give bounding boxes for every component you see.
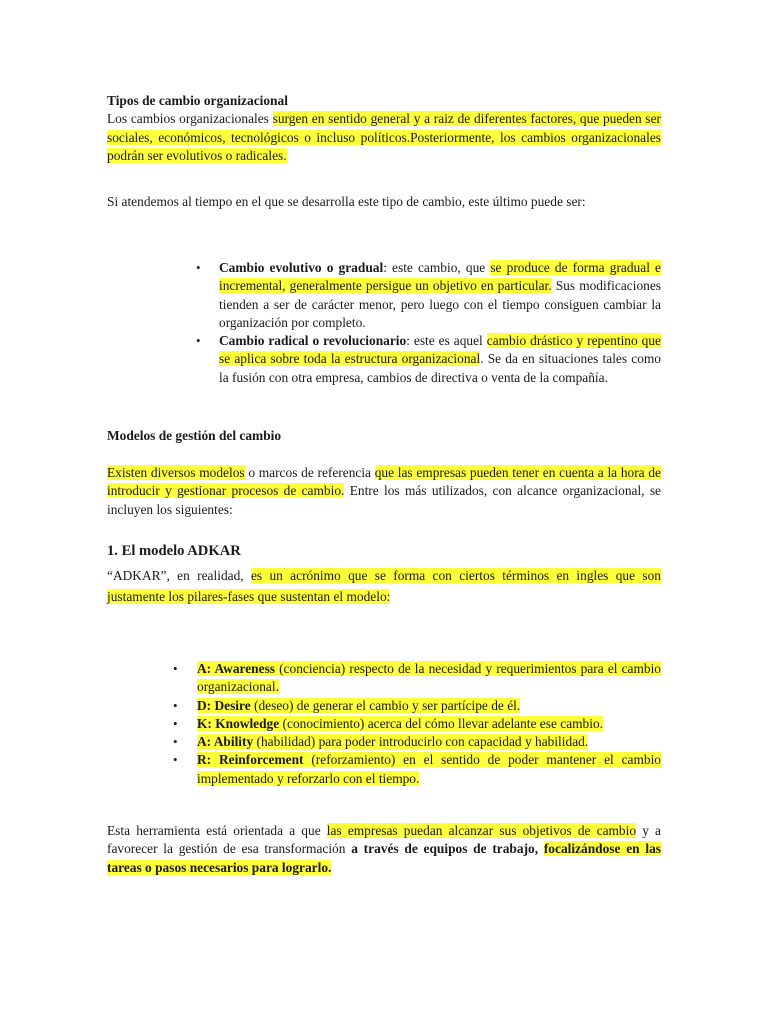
- intro-highlight: surgen en sentido general y a raiz de diferentes factores, que pueden ser sociales, económicos, tecnológicos o incluso políticos.Posteriormente, los cambios organizacionales podrán ser evolutivos o radicales.: [107, 111, 661, 163]
- adkar-key: R: Reinforcement: [197, 752, 304, 768]
- bullet-term: Cambio radical o revolucionario: [219, 333, 407, 349]
- list-item: [196, 332, 661, 387]
- section-title-tipos: Tipos de cambio organizacional: [107, 93, 288, 108]
- closing-text: y a favorecer la gestión de esa transformación: [107, 823, 661, 857]
- adkar-key: A: Awareness: [197, 661, 275, 676]
- models-highlight: Existen diversos modelos: [107, 465, 245, 480]
- bullet-icon: •: [173, 715, 178, 731]
- adkar-paragraph: [107, 565, 661, 607]
- section-intro: [107, 92, 661, 165]
- adkar-desc: (conocimiento) acerca del cómo llevar adelante ese cambio.: [279, 715, 604, 731]
- closing-text: Esta herramienta está orientada a que: [107, 823, 327, 838]
- adkar-key: D: Desire: [197, 697, 251, 713]
- adkar-list: [173, 660, 661, 788]
- bullet-icon: •: [173, 697, 178, 713]
- models-highlight: que las empresas pueden tener en cuenta a la hora de introducir y gestionar procesos de cambio.: [107, 465, 661, 499]
- list-item: [173, 751, 661, 788]
- section-title-adkar: 1. El modelo ADKAR: [107, 543, 241, 559]
- models-paragraph: [107, 464, 661, 519]
- bullet-highlight: se produce de forma gradual e incremental, generalmente persigue un objetivo en particular.: [219, 260, 661, 294]
- intro-paragraph: [107, 110, 661, 165]
- list-item: [173, 697, 661, 715]
- change-types-list: [196, 259, 661, 387]
- list-item: [196, 259, 661, 332]
- bullet-icon: •: [196, 333, 201, 349]
- bullet-text: Sus modificaciones tienden a ser de carácter menor, pero luego con el tiempo consiguen cambiar la organización por completo.: [219, 278, 661, 330]
- section-models-title: [107, 427, 661, 445]
- bullet-icon: •: [173, 752, 178, 768]
- bullet-highlight: cambio drástico y repentino que se aplica sobre toda la estructura organizacional: [219, 333, 661, 367]
- bullet-text: : este cambio, que: [383, 260, 491, 275]
- adkar-desc: (conciencia) respecto de la necesidad y requerimientos para el cambio organizacional.: [197, 661, 661, 695]
- adkar-desc: (reforzamiento) en el sentido de poder mantener el cambio implementado y reforzarlo con el tiempo.: [197, 752, 661, 786]
- list-item: [173, 660, 661, 697]
- adkar-key: K: Knowledge: [197, 715, 280, 731]
- models-text: o marcos de referencia: [244, 465, 375, 480]
- closing-bold-highlight: focalizándose en las tareas o pasos necesarios para lograrlo.: [107, 841, 661, 875]
- bullet-icon: •: [173, 734, 178, 750]
- list-item: [173, 733, 661, 751]
- adkar-desc: (deseo) de generar el cambio y ser partícipe de él.: [250, 697, 521, 713]
- section-adkar-title: [107, 542, 661, 560]
- bullet-text: : este es aquel: [406, 333, 487, 349]
- bullet-icon: •: [173, 661, 178, 676]
- adkar-desc: (habilidad) para poder introducirlo con capacidad y habilidad.: [253, 734, 589, 750]
- bullet-text: . Se da en situaciones tales como la fusión con otra empresa, cambios de directiva o venta de la compañía.: [219, 351, 661, 385]
- adkar-key: A: Ability: [197, 734, 254, 750]
- closing-highlight: las empresas puedan alcanzar sus objetivos de cambio: [326, 823, 637, 838]
- list-item: [173, 715, 661, 733]
- adkar-text: “ADKAR”, en realidad,: [107, 568, 251, 583]
- closing-bold: a través de equipos de trabajo,: [351, 841, 539, 857]
- intro-text: Los cambios organizacionales: [107, 111, 273, 127]
- lead-text: Si atendemos al tiempo en el que se desarrolla este tipo de cambio, este último puede ser:: [107, 194, 586, 209]
- bullet-term: Cambio evolutivo o gradual: [219, 260, 384, 275]
- section-title-modelos: Modelos de gestión del cambio: [107, 428, 282, 443]
- adkar-highlight: es un acrónimo que se forma con ciertos términos en ingles que son justamente los pilares-fases que sustentan el modelo:: [107, 568, 662, 604]
- models-text: Entre los más utilizados, con alcance organizacional, se incluyen los siguientes:: [107, 483, 662, 517]
- closing-paragraph: [107, 822, 661, 877]
- lead-paragraph: [107, 193, 667, 211]
- bullet-icon: •: [196, 260, 201, 275]
